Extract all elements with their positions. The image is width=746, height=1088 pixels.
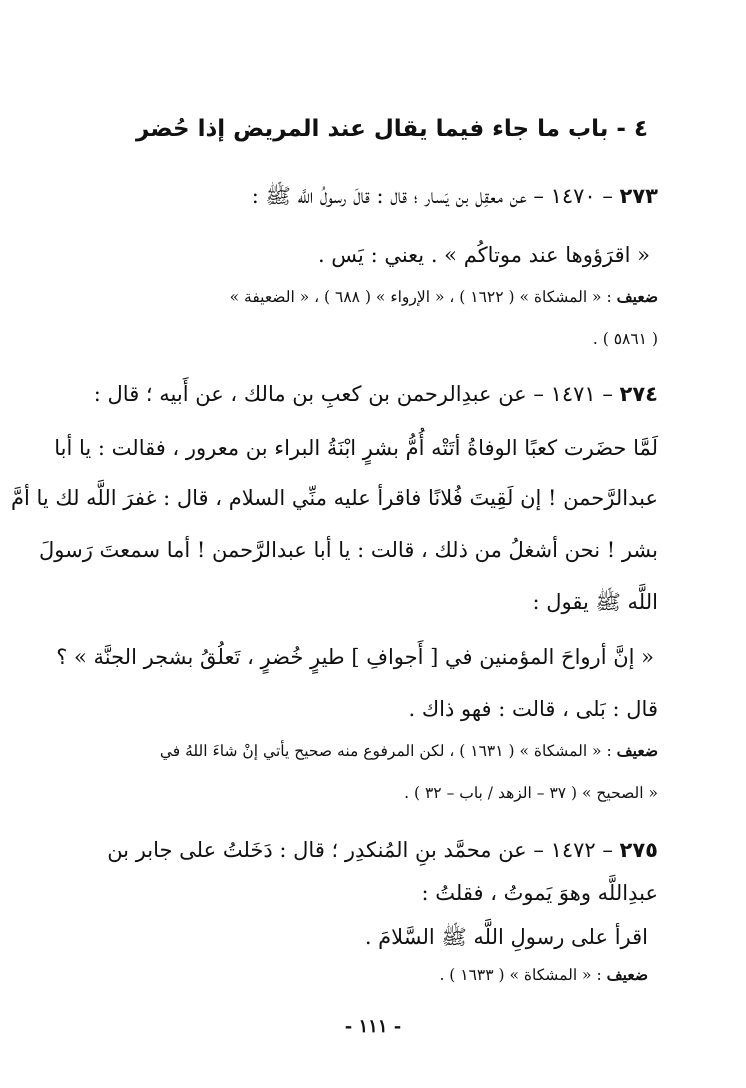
grade-sources: : « المشكاة » ( ١٦٣٣ ) . — [439, 966, 607, 984]
hadith-number: ٢٧٣ — [619, 184, 658, 208]
hadith-273-header — [76, 180, 658, 212]
hadith-274-matn: « إنَّ أرواحَ المؤمنين في [ أَجوافِ ] طيرٍ خُضرٍ ، تَعلُقُ بشجر الجنَّة » ؟ — [56, 645, 654, 669]
hadith-intro: – ١٤٧١ – عن عبدِالرحمن بن كعبِ بن مالك ، عن أَبيه ؛ قال : — [93, 382, 620, 406]
hadith-intro: – ١٤٧٠ – عن معقِل بن يَسار ؛ قال : قالَ رسولُ اللَّه ﷺ : — [251, 184, 620, 208]
hadith-275-text-line-2: اقرأ على رسولِ اللَّه ﷺ السَّلامَ . — [364, 925, 648, 949]
hadith-275-text-line-1: عبدِاللَّه وهوَ يَموتُ ، فقلتُ : — [421, 881, 658, 905]
hadith-number: ٢٧٥ — [619, 838, 658, 862]
grade-sources: : « المشكاة » ( ١٦٣١ ) ، لكن المرفوع منه صحيح يأتي إنْ شاءَ اللهُ في — [159, 742, 617, 760]
grade-sources: : « المشكاة » ( ١٦٢٢ ) ، « الإرواء » ( ٦٨٨ ) ، « الضعيفة » — [229, 288, 617, 306]
hadith-274-grading-cont: « الصحيح » ( ٣٧ – الزهد / باب – ٣٢ ) . — [404, 784, 658, 802]
chapter-title: ٤ - باب ما جاء فيما يقال عند المريض إذا حُضر — [136, 116, 648, 142]
hadith-274-text-line-4: اللَّه ﷺ يقول : — [532, 590, 658, 614]
hadith-274-grading — [76, 738, 658, 764]
hadith-274-text-line-2: عبدالرَّحمن ! إن لَقِيتَ فُلانًا فاقرأ عليه منِّي السلام ، قال : غفرَ اللَّه لك يا أمَّ — [10, 486, 658, 510]
grade-label: ضعيف — [606, 965, 648, 984]
grade-label: ضعيف — [616, 287, 658, 306]
grade-label: ضعيف — [616, 741, 658, 760]
hadith-274-text-line-3: بشر ! نحن أشغلُ من ذلك ، قالت : يا أبا عبدالرَّحمن ! أما سمعتَ رَسولَ — [39, 538, 658, 562]
hadith-275-header — [76, 834, 658, 866]
hadith-273-matn: « اقرَؤوها عند موتاكُم » . يعني : يَس . — [317, 243, 650, 267]
hadith-274-header — [76, 378, 658, 410]
hadith-274-text-line-1: لَمَّا حضَرت كعبًا الوفاةُ أتَتْه أُمُّ بشرٍ ابْنَةُ البراء بن معرور ، فقالت : يا أبا — [54, 436, 658, 460]
hadith-number: ٢٧٤ — [619, 382, 658, 406]
hadith-273-grading — [76, 284, 658, 310]
hadith-273-grading-cont: ( ٥٨٦١ ) . — [592, 330, 658, 348]
hadith-275-grading — [76, 962, 648, 988]
hadith-274-text-line-5: قال : بَلى ، قالت : فهو ذاك . — [408, 697, 658, 721]
page-number: - ١١١ - — [344, 1016, 402, 1037]
hadith-intro: – ١٤٧٢ – عن محمَّد بنِ المُنكدِر ؛ قال : دَخَلتُ على جابر بن — [107, 838, 620, 862]
